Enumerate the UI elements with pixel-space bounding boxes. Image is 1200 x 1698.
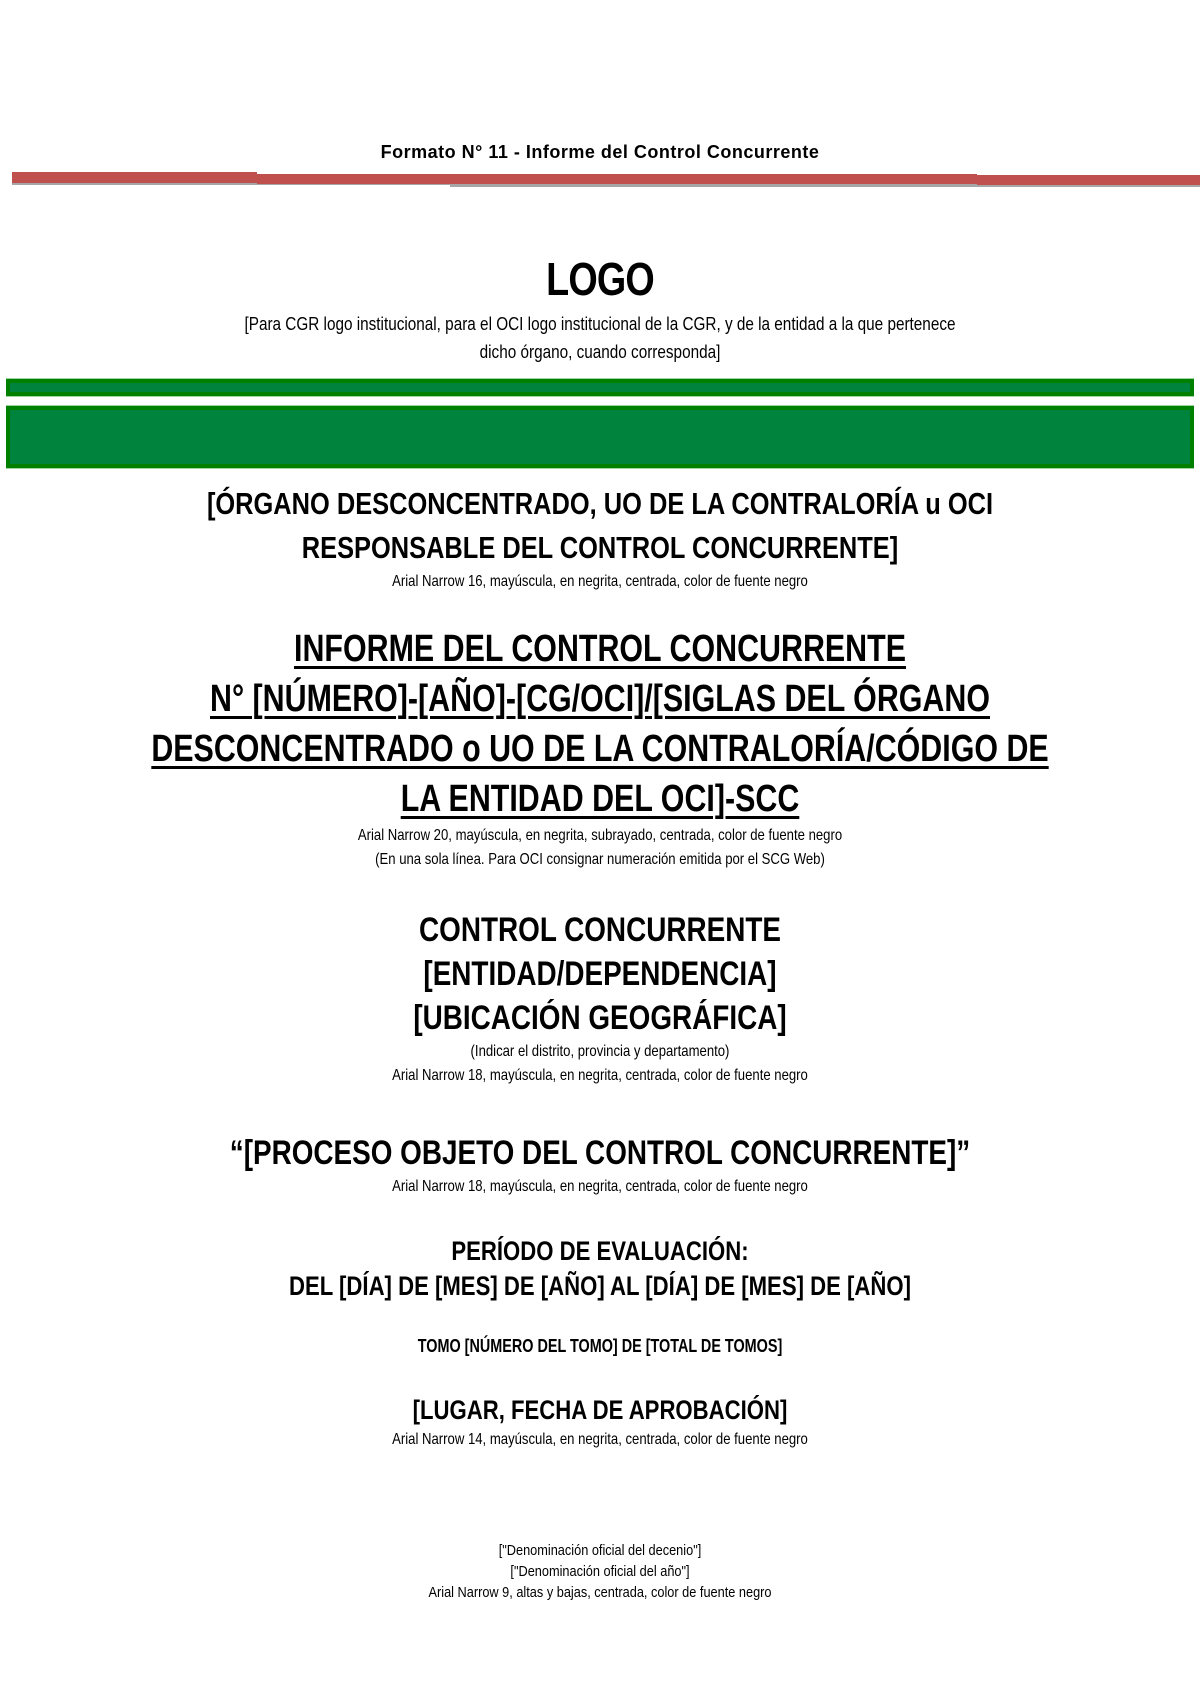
decade-name: ["Denominación oficial del decenio"] — [498, 1542, 702, 1559]
responsible-organ-section — [0, 482, 1200, 594]
organ-title-line: [ÓRGANO DESCONCENTRADO, UO DE LA CONTRALORÍA u OCI — [206, 486, 994, 521]
format-note: Arial Narrow 9, altas y bajas, centrada, color de fuente negro — [428, 1584, 772, 1601]
logo-placeholder: LOGO — [546, 253, 654, 305]
process-title: “[PROCESO OBJETO DEL CONTROL CONCURRENTE]” — [229, 1134, 971, 1172]
location-placeholder: [UBICACIÓN GEOGRÁFICA] — [413, 999, 787, 1037]
format-note: Arial Narrow 20, mayúscula, en negrita, subrayado, centrada, color de fuente negro — [357, 827, 843, 844]
place-date-title: [LUGAR, FECHA DE APROBACIÓN] — [412, 1395, 788, 1425]
location-note: (Indicar el distrito, provincia y departamento) — [470, 1043, 730, 1060]
control-entity-section — [0, 908, 1200, 1088]
period-label: PERÍODO DE EVALUACIÓN: — [451, 1236, 749, 1266]
report-title-text: DESCONCENTRADO o UO DE LA CONTRALORÍA/CÓDIGO DE — [151, 728, 1049, 770]
logo-instructions — [90, 310, 1110, 366]
instruction-note: (En una sola línea. Para OCI consignar numeración emitida por el SCG Web) — [375, 851, 825, 868]
report-title-text: LA ENTIDAD DEL OCI]-SCC — [400, 778, 800, 820]
green-divider-thin — [6, 379, 1194, 396]
volume-indicator: TOMO [NÚMERO DEL TOMO] DE [TOTAL DE TOMOS] — [417, 1336, 783, 1356]
period-range: DEL [DÍA] DE [MES] DE [AÑO] AL [DÍA] DE [MES] DE [AÑO] — [289, 1271, 911, 1301]
document-header-title: Formato N° 11 - Informe del Control Concurrente — [380, 142, 820, 162]
report-title-line — [120, 724, 1080, 774]
year-name: ["Denominación oficial del año"] — [510, 1563, 690, 1580]
green-banner — [6, 406, 1194, 468]
control-title-line: CONTROL CONCURRENTE — [419, 911, 781, 949]
report-title-text: INFORME DEL CONTROL CONCURRENTE — [294, 628, 906, 670]
official-names-footer — [0, 1540, 1200, 1603]
format-note: Arial Narrow 18, mayúscula, en negrita, centrada, color de fuente negro — [392, 1067, 808, 1084]
entity-placeholder: [ENTIDAD/DEPENDENCIA] — [423, 955, 777, 993]
report-title-line — [120, 624, 1080, 674]
logo-note-line: [Para CGR logo institucional, para el OCI logo institucional de la CGR, y de la entidad a la que pertenece — [244, 314, 956, 334]
report-title-line — [120, 774, 1080, 824]
organ-title-line: RESPONSABLE DEL CONTROL CONCURRENTE] — [301, 530, 899, 565]
report-title-line — [120, 674, 1080, 724]
format-note: Arial Narrow 16, mayúscula, en negrita, centrada, color de fuente negro — [392, 573, 808, 590]
evaluation-period-section — [0, 1234, 1200, 1304]
process-section — [0, 1131, 1200, 1199]
report-title-text: N° [NÚMERO]-[AÑO]-[CG/OCI]/[SIGLAS DEL ÓRGANO — [210, 678, 990, 720]
format-note: Arial Narrow 14, mayúscula, en negrita, centrada, color de fuente negro — [392, 1431, 808, 1448]
logo-note-line: dicho órgano, cuando corresponda] — [479, 342, 721, 362]
place-date-section — [0, 1392, 1200, 1452]
report-number-section — [0, 624, 1200, 872]
format-note: Arial Narrow 18, mayúscula, en negrita, centrada, color de fuente negro — [392, 1178, 808, 1195]
